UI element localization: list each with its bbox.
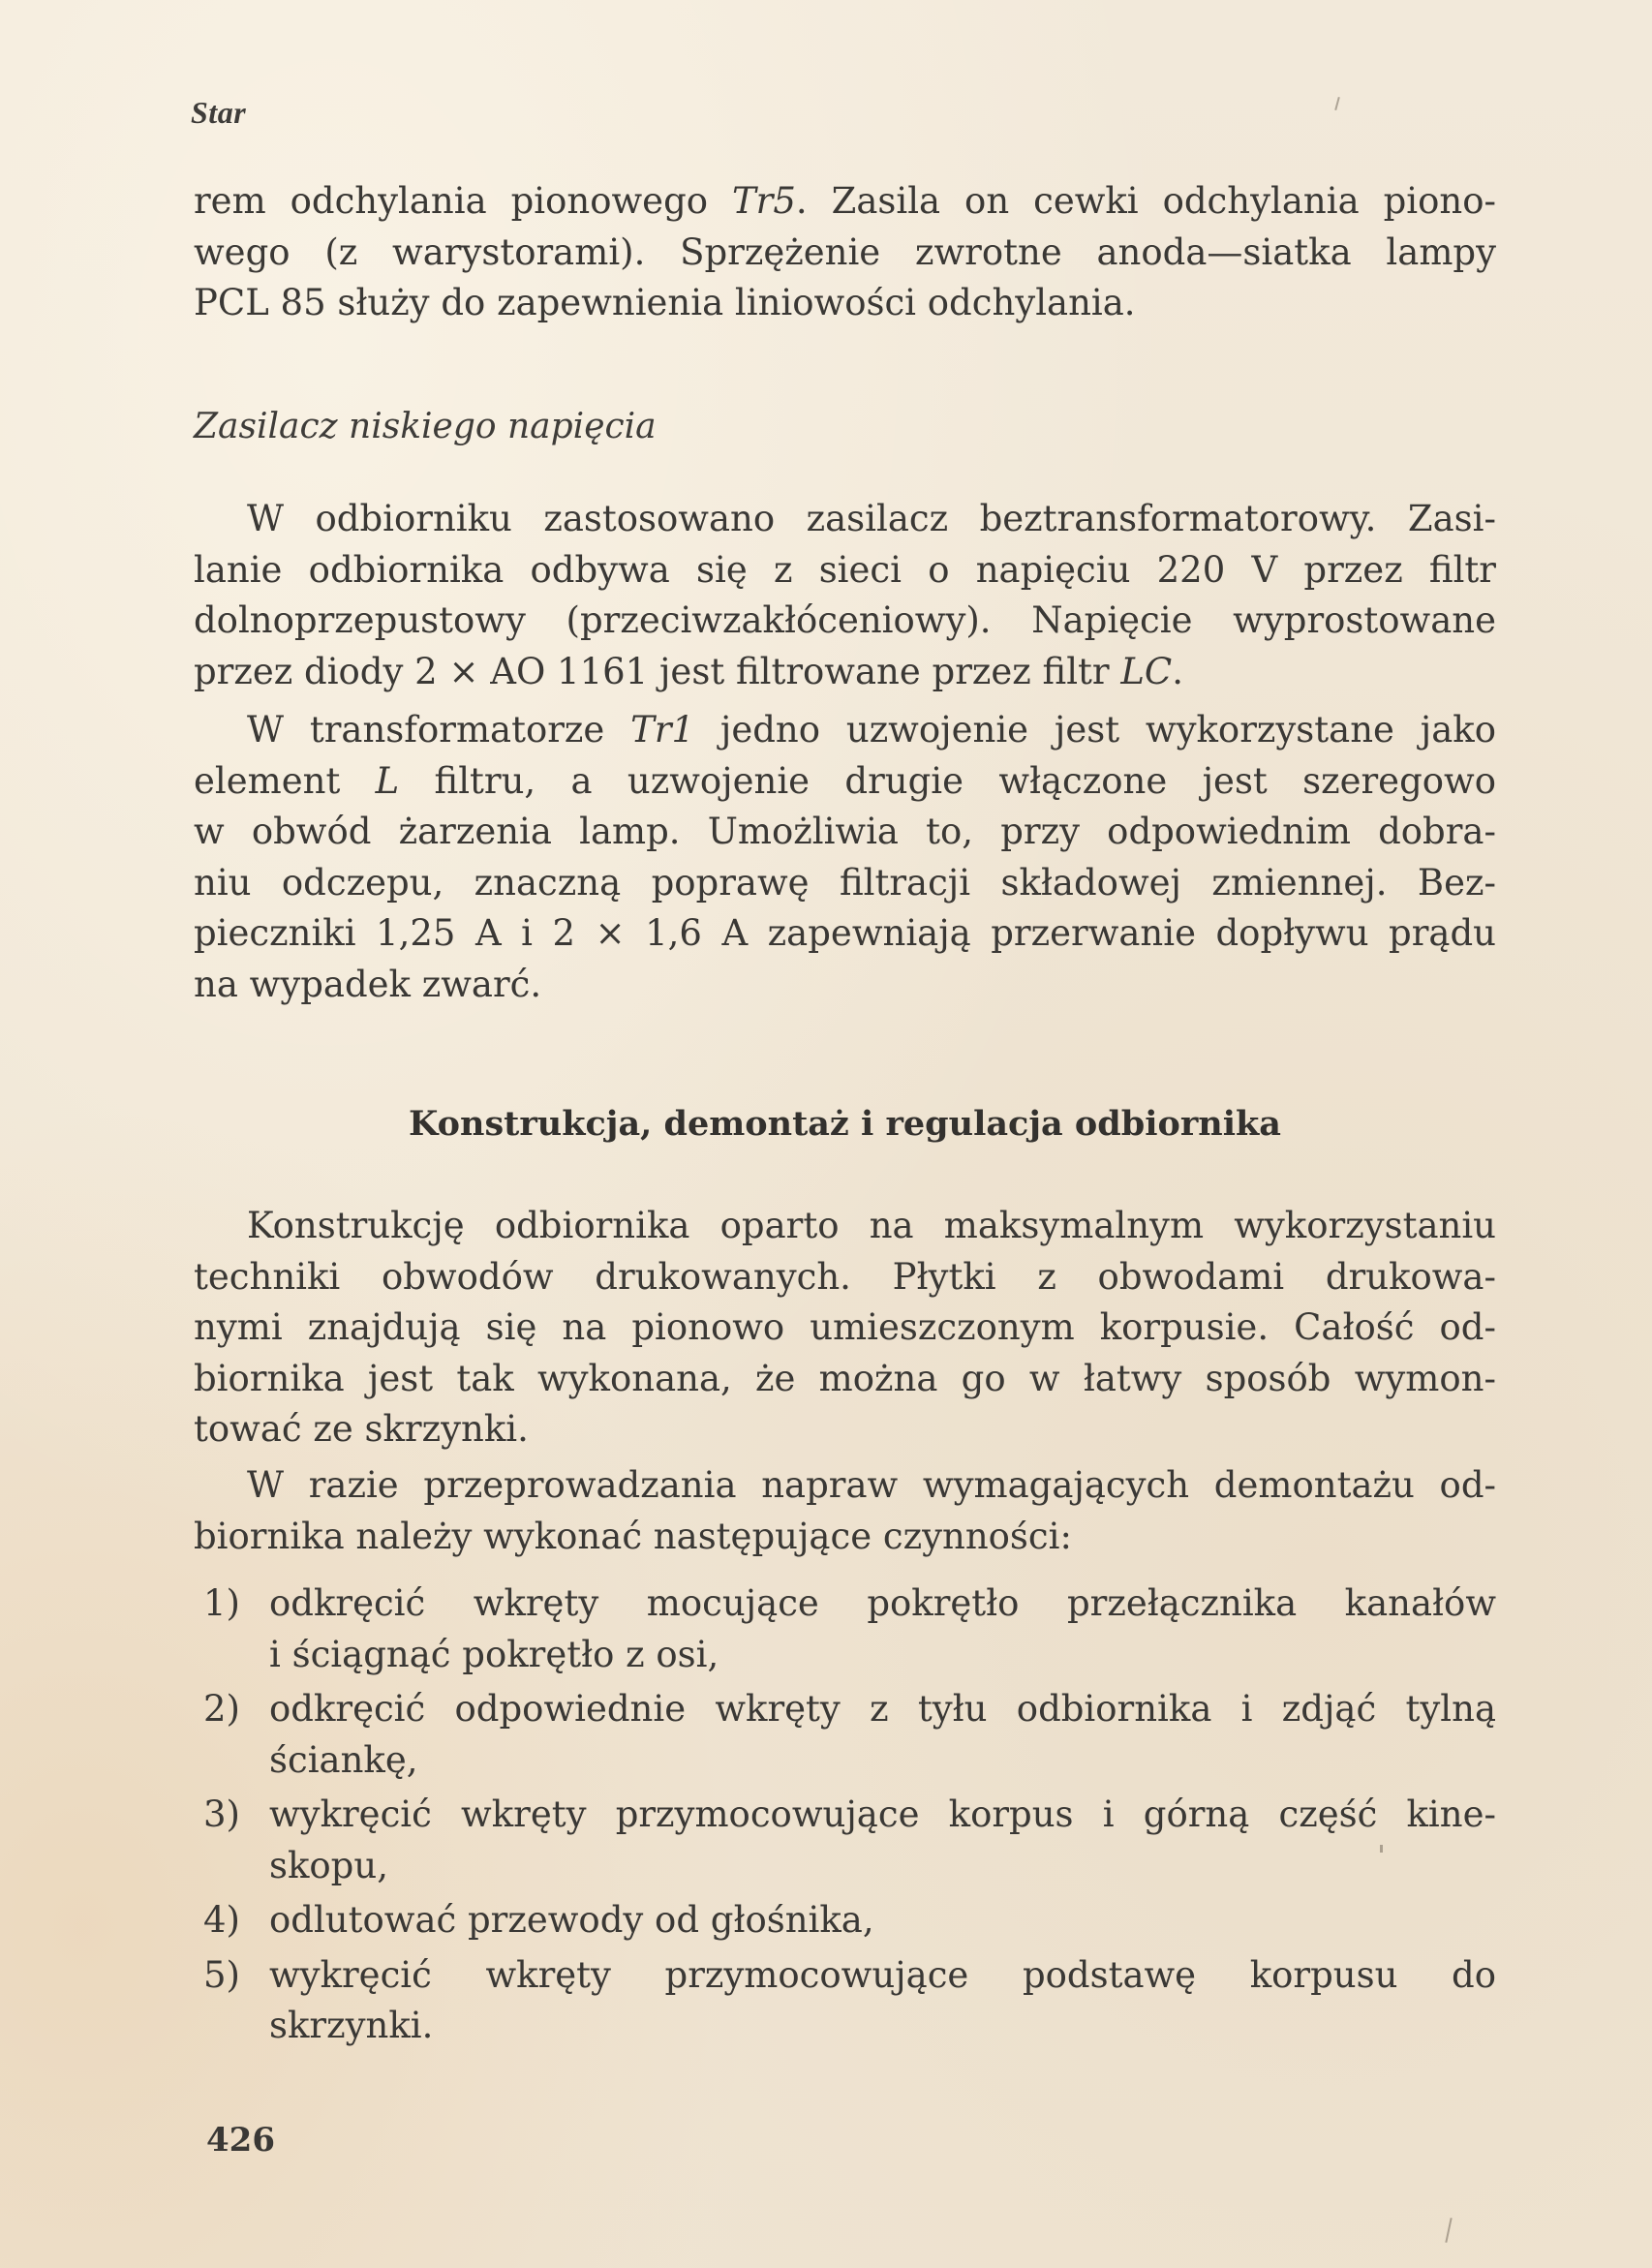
text-line: W razie przeprowadzania napraw wymagających demontażu od- — [247, 1464, 1496, 1506]
symbol-ref: Tr5 — [731, 180, 796, 222]
step-number: 3) — [203, 1793, 240, 1835]
paper-speck — [1380, 1845, 1383, 1853]
subheading-low-voltage-supply: Zasilacz niskiego napięcia — [194, 407, 657, 446]
list-item — [194, 1578, 1496, 1680]
text-line: wykręcić wkręty przymocowujące podstawę korpusu do — [269, 1953, 1496, 1996]
step-number: 2) — [203, 1688, 240, 1730]
text-line: niu odczepu, znaczną poprawę filtracji składowej zmiennej. Bez- — [194, 861, 1496, 904]
page-number: 426 — [206, 2121, 275, 2160]
text-line: i ściągnąć pokrętło z osi, — [269, 1633, 719, 1675]
step-number: 1) — [203, 1582, 240, 1624]
symbol-ref: LC — [1120, 650, 1173, 692]
paper-speck — [1445, 2218, 1452, 2243]
text-line: Konstrukcję odbiornika oparto na maksymalnym wykorzystaniu — [247, 1205, 1496, 1246]
text-line: tować ze skrzynki. — [194, 1408, 529, 1450]
symbol-ref: L — [375, 759, 400, 802]
text-line: element L filtru, a uzwojenie drugie włączone jest szeregowo — [194, 759, 1496, 802]
paragraph-disassembly-intro — [194, 1460, 1496, 1562]
text-line: wykręcić wkręty przymocowujące korpus i górną część kine- — [269, 1793, 1496, 1835]
text-line: skrzynki. — [269, 2005, 434, 2046]
step-number: 4) — [203, 1899, 240, 1941]
text-line: biornika należy wykonać następujące czynności: — [194, 1515, 1072, 1557]
list-item — [194, 1790, 1496, 1891]
list-item — [194, 1684, 1496, 1786]
text-line: odkręcić wkręty mocujące pokrętło przełącznika kanałów — [269, 1582, 1496, 1624]
step-number: 5) — [203, 1953, 240, 1996]
symbol-ref: Tr1 — [630, 709, 695, 751]
paragraph-vertical-deflection — [194, 176, 1496, 329]
list-item — [194, 1950, 1496, 2052]
text-line: ściankę, — [269, 1738, 418, 1781]
text-line: biornika jest tak wykonana, że można go w łatwy sposób wymon- — [194, 1357, 1496, 1399]
text-line: PCL 85 służy do zapewnienia liniowości odchylania. — [194, 282, 1136, 323]
text-line: odkręcić odpowiednie wkręty z tyłu odbiornika i zdjąć tylną — [269, 1688, 1496, 1730]
running-head: Star — [191, 95, 247, 130]
paragraph-construction — [194, 1201, 1496, 1456]
text-line: rem odchylania pionowego Tr5. Zasila on cewki odchylania piono- — [194, 180, 1496, 222]
text-line: lanie odbiornika odbywa się z sieci o napięciu 220 V przez filtr — [194, 548, 1496, 591]
list-item — [194, 1895, 1496, 1946]
disassembly-steps-list — [194, 1578, 1496, 2056]
text-line: W odbiorniku zastosowano zasilacz beztransformatorowy. Zasi- — [247, 498, 1496, 539]
section-heading-construction: Konstrukcja, demontaż i regulacja odbiornika — [409, 1104, 1281, 1144]
text-line: dolnoprzepustowy (przeciwzakłóceniowy). Napięcie wyprostowane — [194, 599, 1496, 641]
text-line: przez diody 2 × AO 1161 jest filtrowane przez filtr LC. — [194, 650, 1184, 692]
paper-speck — [1334, 97, 1340, 110]
paragraph-transformer — [194, 705, 1496, 1010]
text-line: W transformatorze Tr1 jedno uzwojenie jest wykorzystane jako — [247, 709, 1496, 751]
text-line: skopu, — [269, 1844, 388, 1886]
text-line: pieczniki 1,25 A i 2 × 1,6 A zapewniają przerwanie dopływu prądu — [194, 912, 1496, 954]
paragraph-power-supply — [194, 494, 1496, 697]
text-line: wego (z warystorami). Sprzężenie zwrotne anoda—siatka lampy — [194, 230, 1496, 273]
text-line: nymi znajdują się na pionowo umieszczonym korpusie. Całość od- — [194, 1306, 1496, 1348]
text-line: odlutować przewody od głośnika, — [269, 1899, 874, 1941]
text-line: na wypadek zwarć. — [194, 963, 542, 1005]
text-line: w obwód żarzenia lamp. Umożliwia to, przy odpowiednim dobra- — [194, 811, 1496, 852]
text-line: techniki obwodów drukowanych. Płytki z obwodami drukowa- — [194, 1255, 1496, 1298]
